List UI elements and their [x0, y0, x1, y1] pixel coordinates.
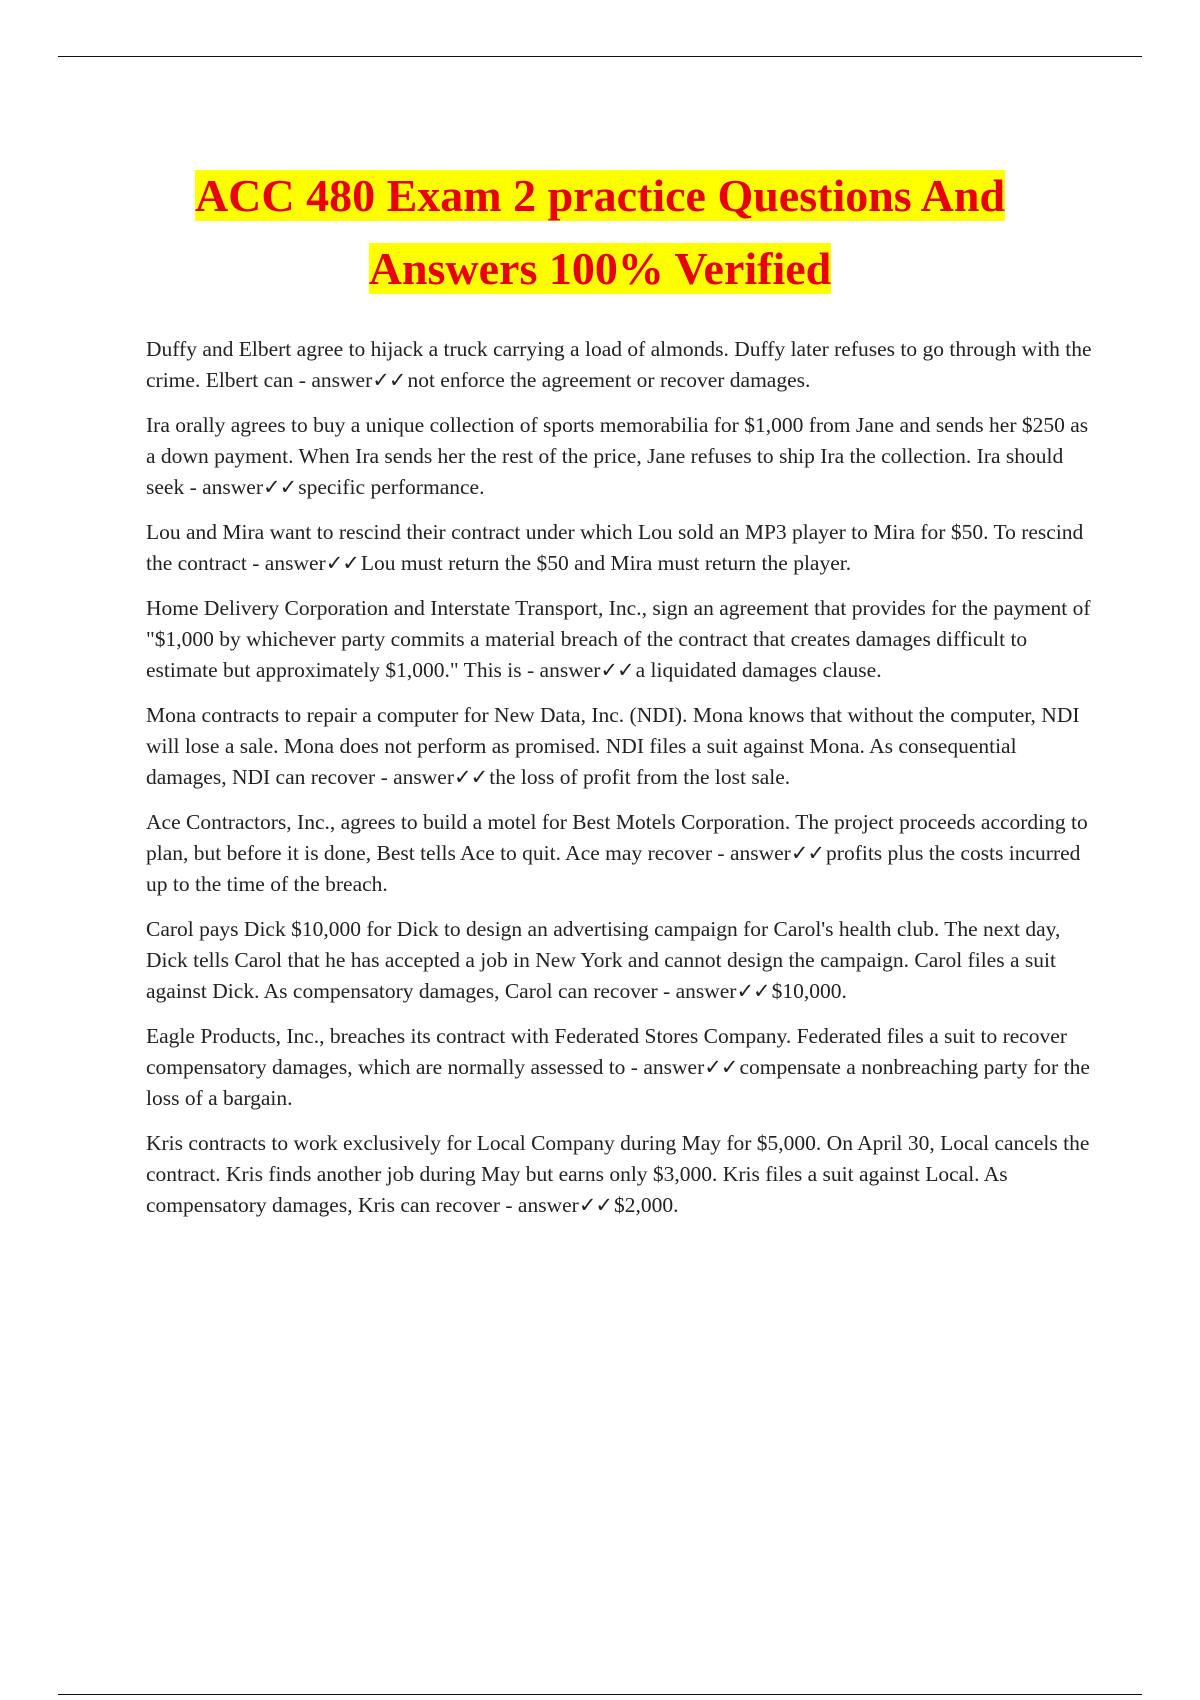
qa-item: [146, 914, 1096, 1007]
double-check-icon: ✓✓: [704, 1055, 738, 1079]
answer-text: compensate a nonbreaching party for the loss of a bargain.: [146, 1055, 1090, 1110]
answer-label: answer: [264, 551, 326, 575]
double-check-icon: ✓✓: [454, 765, 488, 789]
answer-text: the loss of profit from the lost sale.: [489, 765, 791, 789]
header-rule: [58, 56, 1142, 57]
question-text: Kris contracts to work exclusively for Local Company during May for $5,000. On April 30, Local cancels the contract. Kris finds another job during May but earns only $3,000. Kris files a suit against Local. As compensatory damages, Kris can recover -: [146, 1131, 1090, 1217]
question-text: Eagle Products, Inc., breaches its contract with Federated Stores Company. Federated files a suit to recover compensatory damages, which are normally assessed to -: [146, 1024, 1068, 1079]
qa-item: [146, 517, 1096, 579]
footer-rule: [58, 1694, 1142, 1695]
answer-label: answer: [311, 368, 373, 392]
qa-item: [146, 410, 1096, 503]
qa-item: [146, 700, 1096, 793]
double-check-icon: ✓✓: [325, 551, 359, 575]
answer-text: not enforce the agreement or recover damages.: [407, 368, 811, 392]
answer-label: answer: [643, 1055, 705, 1079]
double-check-icon: ✓✓: [263, 475, 297, 499]
answer-text: profits plus the costs incurred up to the time of the breach.: [146, 841, 1081, 896]
answer-label: answer: [729, 841, 791, 865]
answer-label: answer: [393, 765, 455, 789]
question-text: Carol pays Dick $10,000 for Dick to design an advertising campaign for Carol's health club. The next day, Dick tells Carol that he has accepted a job in New York and cannot design the campaign. Carol files a suit against Dick. As compensatory damages, Carol can recover -: [146, 917, 1061, 1003]
answer-text: $2,000.: [614, 1193, 679, 1217]
double-check-icon: ✓✓: [578, 1193, 613, 1217]
question-text: Home Delivery Corporation and Interstate Transport, Inc., sign an agreement that provides for the payment of "$1,000 by whichever party commits a material breach of the contract that creates damages difficult to estimate but approximately $1,000." This is -: [146, 596, 1091, 682]
title-line-1: ACC 480 Exam 2 practice Questions And: [194, 170, 1006, 221]
qa-item: [146, 593, 1096, 686]
double-check-icon: ✓✓: [790, 841, 825, 865]
answer-label: answer: [539, 658, 601, 682]
answer-label: answer: [675, 979, 737, 1003]
answer-text: specific performance.: [298, 475, 485, 499]
question-text: Ira orally agrees to buy a unique collection of sports memorabilia for $1,000 from Jane and sends her $250 as a down payment. When Ira sends her the rest of the price, Jane refuses to ship Ira the collection. Ira should seek -: [146, 413, 1089, 499]
qa-item: [146, 807, 1096, 900]
answer-text: Lou must return the $50 and Mira must return the player.: [360, 551, 852, 575]
qa-item: [146, 1128, 1096, 1221]
double-check-icon: ✓✓: [600, 658, 634, 682]
double-check-icon: ✓✓: [372, 368, 406, 392]
title-line-2: Answers 100% Verified: [368, 243, 832, 294]
question-text: Ace Contractors, Inc., agrees to build a motel for Best Motels Corporation. The project proceeds according to plan, but before it is done, Best tells Ace to quit. Ace may recover -: [146, 810, 1088, 865]
question-text: Duffy and Elbert agree to hijack a truck carrying a load of almonds. Duffy later refuses to go through with the crime. Elbert can -: [146, 337, 1092, 392]
document-title: [100, 165, 1100, 311]
question-text: Lou and Mira want to rescind their contract under which Lou sold an MP3 player to Mira for $50. To rescind the contract -: [146, 520, 1084, 575]
answer-label: answer: [517, 1193, 579, 1217]
qa-item: [146, 1021, 1096, 1114]
question-text: Mona contracts to repair a computer for New Data, Inc. (NDI). Mona knows that without the computer, NDI will lose a sale. Mona does not perform as promised. NDI files a suit against Mona. As consequential damages, NDI can recover -: [146, 703, 1080, 789]
qa-list: [146, 334, 1096, 1235]
answer-text: a liquidated damages clause.: [635, 658, 882, 682]
answer-label: answer: [202, 475, 264, 499]
answer-text: $10,000.: [771, 979, 847, 1003]
qa-item: [146, 334, 1096, 396]
double-check-icon: ✓✓: [736, 979, 770, 1003]
